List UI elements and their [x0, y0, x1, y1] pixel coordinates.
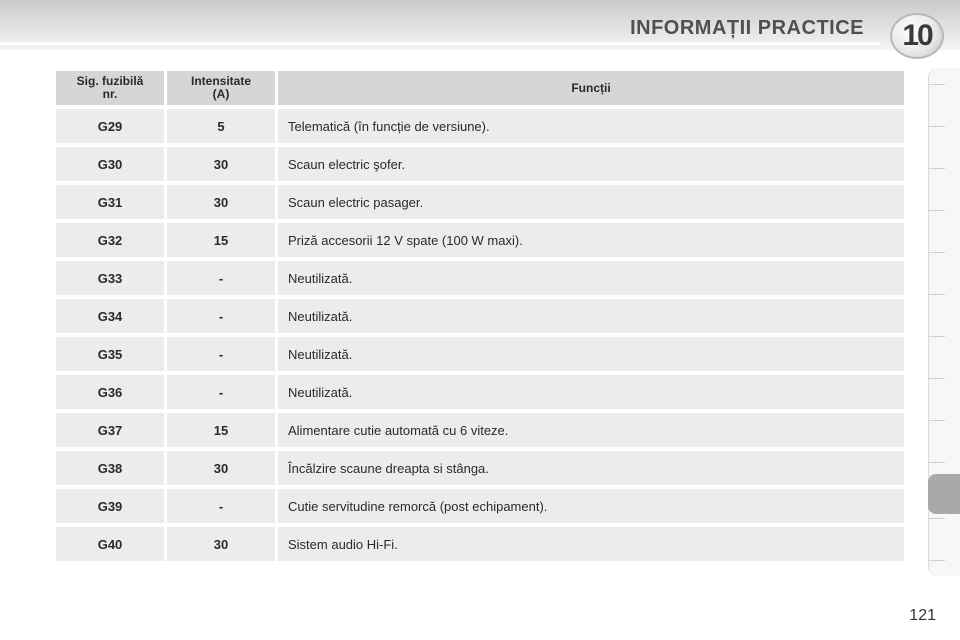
- fuse-function: Neutilizată.: [275, 261, 904, 295]
- tab-divider: [929, 560, 945, 561]
- fuse-function: Neutilizată.: [275, 337, 904, 371]
- fuse-number: G33: [56, 261, 164, 295]
- page-number: 121: [909, 607, 936, 624]
- fuse-function: Neutilizată.: [275, 375, 904, 409]
- fuse-function: Cutie servitudine remorcă (post echipament).: [275, 489, 904, 523]
- fuse-function: Scaun electric pasager.: [275, 185, 904, 219]
- fuse-intensity: 30: [164, 451, 275, 485]
- table-row: [56, 337, 904, 371]
- fuse-intensity: 30: [164, 527, 275, 561]
- header-intensity-line2: (A): [212, 87, 230, 101]
- fuse-function: Sistem audio Hi-Fi.: [275, 527, 904, 561]
- table-row: [56, 261, 904, 295]
- fuse-number: G29: [56, 109, 164, 143]
- tab-divider: [929, 252, 945, 253]
- table-row: [56, 147, 904, 181]
- header-divider: [0, 42, 880, 45]
- tab-divider: [929, 168, 945, 169]
- table-row: [56, 299, 904, 333]
- tab-divider: [929, 462, 945, 463]
- table-row: [56, 223, 904, 257]
- fuse-number: G31: [56, 185, 164, 219]
- fuse-table: [56, 67, 904, 565]
- fuse-number: G34: [56, 299, 164, 333]
- tab-divider: [929, 294, 945, 295]
- chapter-tab-active[interactable]: [928, 474, 960, 514]
- tab-divider: [929, 126, 945, 127]
- fuse-intensity: 5: [164, 109, 275, 143]
- fuse-intensity: 15: [164, 413, 275, 447]
- header-fuse-number: [56, 71, 164, 105]
- fuse-function: Încălzire scaune dreapta si stânga.: [275, 451, 904, 485]
- fuse-number: G39: [56, 489, 164, 523]
- header-fuse-number-line2: nr.: [102, 87, 118, 101]
- table-row: [56, 489, 904, 523]
- table-row: [56, 413, 904, 447]
- table-header-row: [56, 71, 904, 105]
- fuse-intensity: -: [164, 337, 275, 371]
- fuse-function: Scaun electric şofer.: [275, 147, 904, 181]
- fuse-number: G40: [56, 527, 164, 561]
- header-functions: Funcții: [275, 71, 904, 105]
- fuse-intensity: -: [164, 261, 275, 295]
- fuse-number: G30: [56, 147, 164, 181]
- fuse-intensity: -: [164, 489, 275, 523]
- tab-divider: [929, 336, 945, 337]
- fuse-intensity: 15: [164, 223, 275, 257]
- table-row: [56, 185, 904, 219]
- fuse-function: Neutilizată.: [275, 299, 904, 333]
- fuse-number: G36: [56, 375, 164, 409]
- tab-divider: [929, 518, 945, 519]
- chapter-badge: 10: [890, 13, 944, 59]
- tab-divider: [929, 84, 945, 85]
- fuse-function: Telematică (în funcție de versiune).: [275, 109, 904, 143]
- fuse-number: G38: [56, 451, 164, 485]
- fuse-intensity: 30: [164, 147, 275, 181]
- tab-divider: [929, 420, 945, 421]
- fuse-intensity: 30: [164, 185, 275, 219]
- table-row: [56, 375, 904, 409]
- fuse-intensity: -: [164, 299, 275, 333]
- tab-divider: [929, 378, 945, 379]
- table-row: [56, 527, 904, 561]
- fuse-number: G35: [56, 337, 164, 371]
- fuse-function: Alimentare cutie automată cu 6 viteze.: [275, 413, 904, 447]
- table-row: [56, 451, 904, 485]
- fuse-intensity: -: [164, 375, 275, 409]
- page-title: INFORMAȚII PRACTICE: [630, 17, 864, 39]
- tab-divider: [929, 210, 945, 211]
- fuse-function: Priză accesorii 12 V spate (100 W maxi).: [275, 223, 904, 257]
- header-intensity: [164, 71, 275, 105]
- header-fuse-number-line1: Sig. fuzibilă: [76, 74, 144, 88]
- fuse-number: G32: [56, 223, 164, 257]
- table-row: [56, 109, 904, 143]
- header-intensity-line1: Intensitate: [190, 74, 251, 88]
- fuse-number: G37: [56, 413, 164, 447]
